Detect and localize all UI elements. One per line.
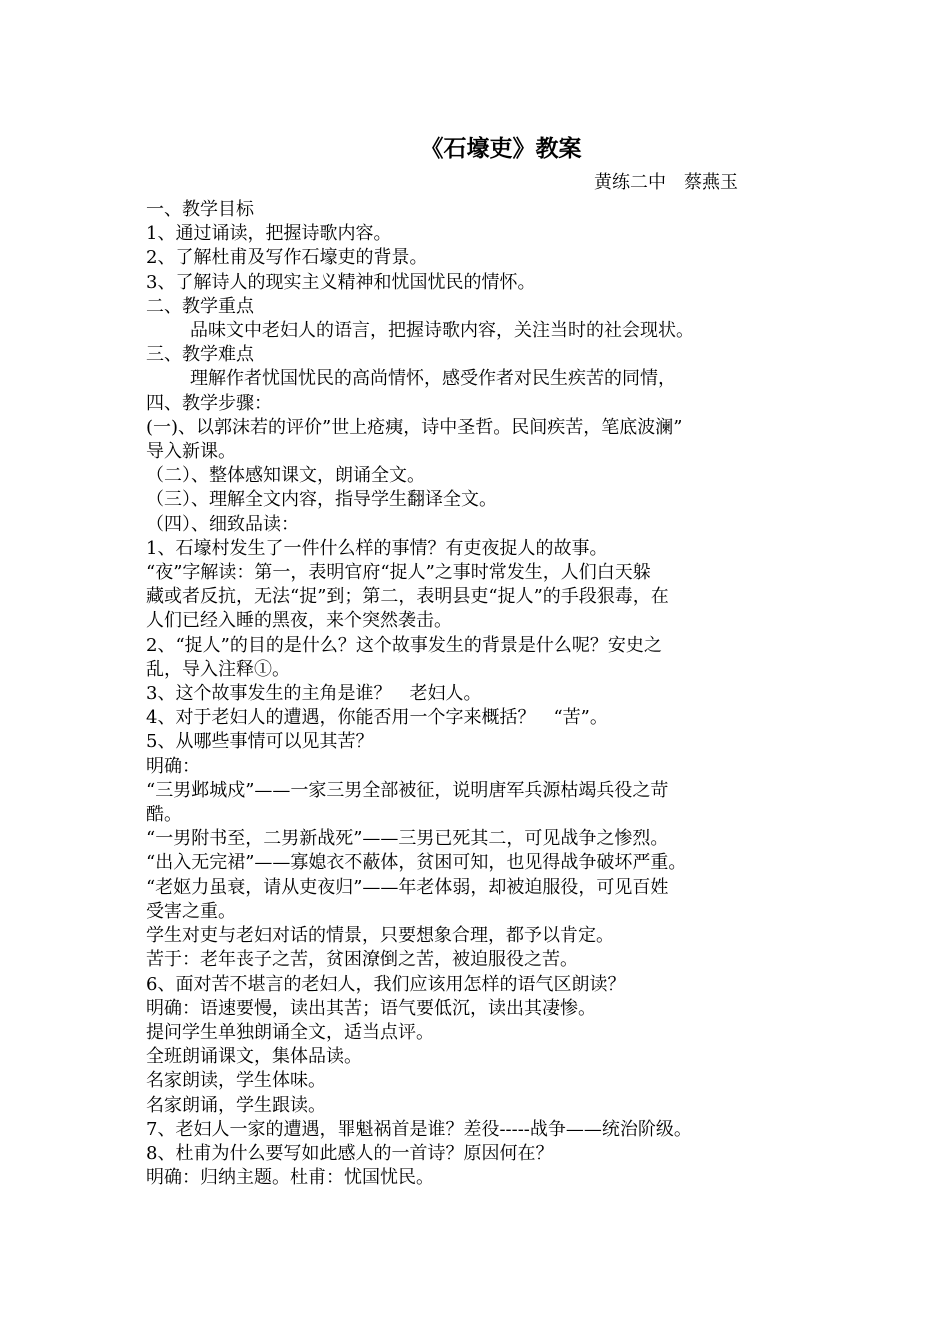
text-line: 人们已经入睡的黑夜，来个突然袭击。 — [146, 610, 452, 632]
document-author: 黄练二中 蔡燕玉 — [594, 172, 738, 193]
text-line: 四、教学步骤： — [146, 392, 272, 414]
text-line: 7、老妇人一家的遭遇，罪魁祸首是谁？差役-----战争——统治阶级。 — [146, 1118, 692, 1140]
text-line: 导入新课。 — [146, 441, 236, 463]
document-body — [146, 198, 836, 1190]
text-line: 品味文中老妇人的语言，把握诗歌内容，关注当时的社会现状。 — [190, 320, 694, 342]
text-line: 3、这个故事发生的主角是谁？ 老妇人。 — [146, 683, 482, 705]
text-line: 藏或者反抗，无法“捉”到；第二，表明县吏“捉人”的手段狠毒，在 — [146, 586, 669, 608]
text-line: 1、通过诵读，把握诗歌内容。 — [146, 223, 392, 245]
text-line: 6、面对苦不堪言的老妇人，我们应该用怎样的语气区朗读？ — [146, 973, 626, 995]
text-line: 明确：归纳主题。杜甫：忧国忧民。 — [146, 1167, 434, 1189]
text-line: 5、从哪些事情可以见其苦？ — [146, 731, 374, 753]
text-line: (一)、以郭沫若的评价”世上疮痍，诗中圣哲。民间疾苦，笔底波澜” — [146, 416, 683, 438]
text-line: 2、了解杜甫及写作石壕吏的背景。 — [146, 247, 428, 269]
text-line: 明确： — [146, 755, 200, 777]
text-line: 一、教学目标 — [146, 199, 254, 220]
text-line: 理解作者忧国忧民的高尚情怀，感受作者对民生疾苦的同情， — [190, 368, 676, 390]
text-line: 4、对于老妇人的遭遇，你能否用一个字来概括？ “苦”。 — [146, 707, 608, 729]
document-page — [146, 134, 836, 1190]
text-line: 酷。 — [146, 804, 182, 826]
text-line: “出入无完裙”——寡媳衣不蔽体，贫困可知，也见得战争破坏严重。 — [146, 852, 687, 874]
text-line: “三男邺城戍”——一家三男全部被征，说明唐军兵源枯竭兵役之苛 — [146, 779, 669, 801]
text-line: 1、石壕村发生了一件什么样的事情？有吏夜捉人的故事。 — [146, 537, 608, 559]
text-line: 提问学生单独朗诵全文，适当点评。 — [146, 1021, 434, 1043]
text-line: 苦于：老年丧子之苦，贫困潦倒之苦，被迫服役之苦。 — [146, 949, 578, 971]
text-line: 2、“捉人”的目的是什么？这个故事发生的背景是什么呢？安史之 — [146, 634, 662, 656]
document-title: 《石壕吏》教案 — [420, 135, 582, 162]
text-line: 受害之重。 — [146, 900, 236, 922]
text-line: 学生对吏与老妇对话的情景，只要想象合理，都予以肯定。 — [146, 925, 614, 947]
text-line: 3、了解诗人的现实主义精神和忧国忧民的情怀。 — [146, 271, 536, 293]
text-line: 全班朗诵课文，集体品读。 — [146, 1046, 362, 1068]
text-line: 名家朗读，学生体味。 — [146, 1070, 326, 1092]
text-line: （二）、整体感知课文，朗诵全文。 — [146, 465, 425, 487]
text-line: 名家朗诵，学生跟读。 — [146, 1094, 326, 1116]
text-line: 8、杜甫为什么要写如此感人的一首诗？原因何在？ — [146, 1142, 554, 1164]
text-line: 三、教学难点 — [146, 344, 254, 366]
text-line: “夜”字解读：第一，表明官府“捉人”之事时常发生，人们白天躲 — [146, 562, 651, 584]
text-line: 二、教学重点 — [146, 295, 254, 317]
text-line: “一男附书至，二男新战死”——三男已死其二，可见战争之惨烈。 — [146, 828, 669, 850]
text-line: （四）、细致品读： — [146, 513, 299, 535]
text-line: （三）、理解全文内容，指导学生翻译全文。 — [146, 489, 497, 511]
text-line: 明确：语速要慢，读出其苦；语气要低沉，读出其凄惨。 — [146, 997, 596, 1019]
text-line: 乱，导入注释①。 — [146, 658, 290, 680]
text-line: “老妪力虽衰，请从吏夜归”——年老体弱，却被迫服役，可见百姓 — [146, 876, 669, 898]
